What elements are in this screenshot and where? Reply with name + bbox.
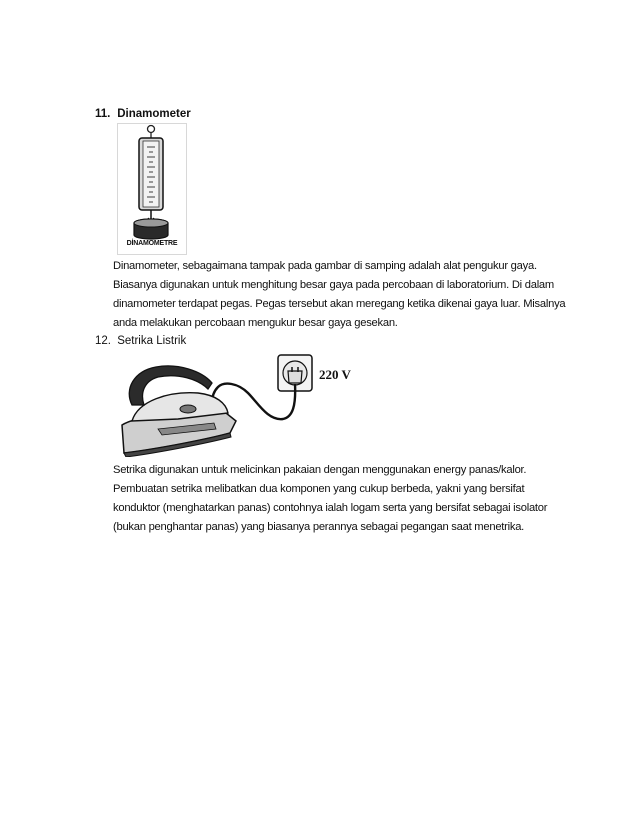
item-title: Setrika Listrik xyxy=(117,335,187,347)
item-11-body xyxy=(113,257,583,333)
item-12-body xyxy=(113,461,583,537)
voltage-label: 220 V xyxy=(319,367,351,382)
body-line: Setrika digunakan untuk melicinkan pakaian dengan menggunakan energy panas/kalor. xyxy=(113,464,527,476)
item-11-heading xyxy=(95,108,191,120)
item-12-heading xyxy=(95,335,186,347)
item-title: Dinamometer xyxy=(117,108,191,120)
body-line: anda melakukan percobaan mengukur besar gaya gesekan. xyxy=(113,317,398,329)
figure-caption: DİNAMOMETRE xyxy=(126,240,178,247)
body-line: Biasanya digunakan untuk menghitung besar gaya pada percobaan di laboratorium. Di dalam xyxy=(113,279,554,291)
body-line: dinamometer terdapat pegas. Pegas tersebut akan meregang ketika dikenai gaya luar. Misalnya xyxy=(113,298,566,310)
body-line: (bukan penghantar panas) yang biasanya perannya sebagai pegangan saat menetrika. xyxy=(113,521,525,533)
electric-iron-figure xyxy=(118,353,364,457)
body-line: Dinamometer, sebagaimana tampak pada gambar di samping adalah alat pengukur gaya. xyxy=(113,260,537,272)
body-line: Pembuatan setrika melibatkan dua komponen yang cukup berbeda, yakni yang bersifat xyxy=(113,483,525,495)
item-number: 12. xyxy=(95,335,111,347)
item-number: 11. xyxy=(95,108,111,120)
dynamometer-figure xyxy=(117,123,187,255)
body-line: konduktor (menghatarkan panas) contohnya ialah logam serta yang bersifat sebagai isolator xyxy=(113,502,548,514)
dynamometer-icon xyxy=(117,123,187,255)
